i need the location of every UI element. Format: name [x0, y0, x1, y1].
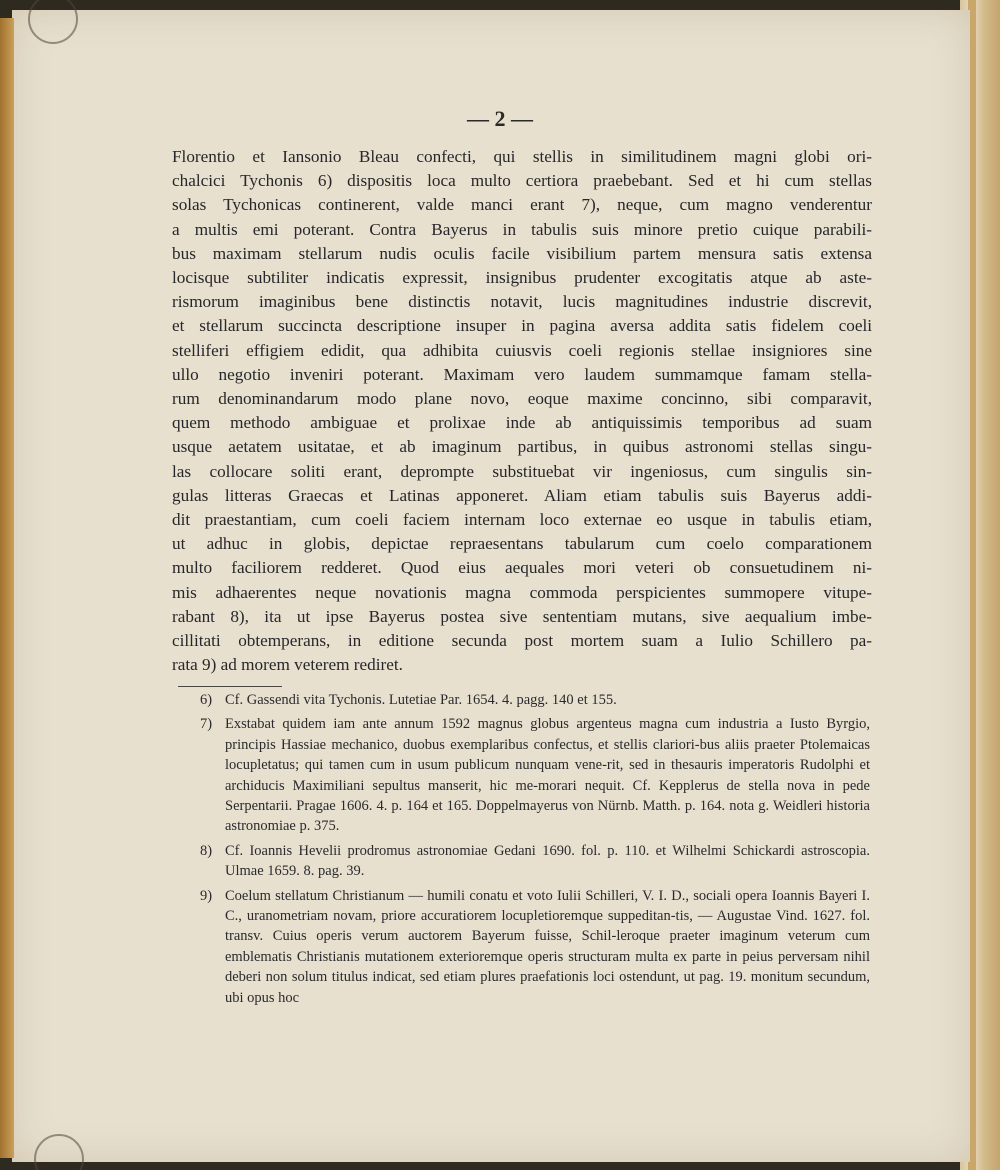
binding-strip: [0, 18, 14, 1158]
text-line: usque aetatem usitatae, et ab imaginum partibus, in quibus astronomi stellas singu-: [172, 437, 872, 457]
text-line: mis adhaerentes neque novationis magna commoda perspicientes summopere vitupe-: [172, 582, 872, 602]
footnotes: [200, 690, 870, 1012]
text-line: multo faciliorem redderet. Quod eius aequales mori veteri ob consuetudinem ni-: [172, 558, 872, 578]
main-text: [172, 145, 872, 677]
page-number: — 2 —: [467, 106, 533, 131]
text-line: solas Tychonicas continerent, valde manci erant 7), neque, cum magno venderentur: [172, 195, 872, 215]
text-line: las collocare soliti erant, deprompte substituebat vir ingeniosus, cum singulis sin-: [172, 461, 872, 481]
text-line: rismorum imaginibus bene distinctis notavit, lucis magnitudines industrie discrevit,: [172, 292, 872, 312]
text-line: Florentio et Iansonio Bleau confecti, qui stellis in similitudinem magni globi ori-: [172, 147, 872, 166]
footnote: [200, 886, 870, 1008]
text-line: rabant 8), ita ut ipse Bayerus postea sive sententiam mutans, sive aequalium imbe-: [172, 606, 872, 626]
footnote-text: Exstabat quidem iam ante annum 1592 magnus globus argenteus magna cum industria a Iusto Byrgio, principis Hassiae mechanico, duobus exemplaribus confectus, et stellis clariori-bus aliis praeter Ptolemaicas locupletatus; qui tamen cum in usum publicum nunquam vene-rit, sed in thesauris imperatoris Rudolphi et archiducis Maximiliani sepultus manserit, hic me-morari nequit. Cf. Kepplerus de stella nova in pede Serpentarii. Pragae 1606. 4. p. 164 et 165. Doppelmayerus von Nürnb. Matth. p. 164. nota g. Weidleri historia astronomiae p. 375.: [225, 716, 870, 835]
text-line: rum denominandarum modo plane novo, eoque maxime concinno, sibi comparavit,: [172, 389, 872, 409]
footnote-text: Cf. Ioannis Hevelii prodromus astronomiae Gedani 1690. fol. p. 110. et Wilhelmi Schickardi astroscopia. Ulmae 1659. 8. pag. 39.: [225, 842, 870, 880]
footnote-rule: [178, 686, 282, 687]
footnote-number: 7): [200, 716, 213, 733]
text-line: cillitati obtemperans, in editione secunda post mortem suam a Iulio Schillero pa-: [172, 631, 872, 651]
text-line: dit praestantiam, cum coeli faciem internam loco externae eo usque in tabulis etiam,: [172, 510, 872, 530]
text-line: quem methodo ambiguae et prolixae inde ab antiquissimis temporibus ad suam: [172, 413, 872, 433]
text-line: ut adhuc in globis, depictae repraesentans tabularum cum coelo comparationem: [172, 534, 872, 554]
footnote: [200, 690, 870, 710]
text-line: locisque subtiliter indicatis expressit, insignibus prudenter excogitatis atque ab aste-: [172, 268, 872, 288]
footnote: [200, 714, 870, 836]
text-line: gulas litteras Graecas et Latinas apponeret. Aliam etiam tabulis suis Bayerus addi-: [172, 485, 872, 505]
text-line: a multis emi poterant. Contra Bayerus in tabulis suis minore pretio cuique parabili-: [172, 219, 872, 239]
footnote-number: 8): [200, 842, 213, 859]
footnote-number: 6): [200, 692, 213, 708]
footnote-text: Coelum stellatum Christianum — humili conatu et voto Iulii Schilleri, V. I. D., sociali opera Ioannis Bayeri I. C., uranometriam novam, priore accuratiorem locupletioremque suppeditan-tis, — Augustae Vind. 1627. fol. transv. Cuius operis verum auctorem Bayerum fuisse, Schil-leroque praeter imaginum veterum cum emblematis Christianis mutationem exterioremque operis structuram multa ex parte in peius perversam nihil deberi non solum titulus indicat, sed etiam plures praefationis loci ostendunt, ut pag. 19. monitum secundum, ubi opus hoc: [225, 887, 870, 1006]
text-line: rata 9) ad morem veterem rediret.: [172, 655, 403, 675]
footnote: [200, 841, 870, 882]
text-line: ullo negotio inveniri poterant. Maximam vero laudem summamque famam stella-: [172, 364, 872, 384]
text-line: stelliferi effigiem edidit, qua adhibita cuiusvis coeli regionis stellae insigniores sine: [172, 340, 872, 360]
text-line: bus maximam stellarum nudis oculis facile visibilium partem mensura satis extensa: [172, 243, 872, 263]
footnote-text: Cf. Gassendi vita Tychonis. Lutetiae Par. 1654. 4. pagg. 140 et 155.: [225, 692, 617, 708]
text-line: chalcici Tychonis 6) dispositis loca multo certiora praebebant. Sed et hi cum stellas: [172, 171, 872, 191]
text-line: et stellarum succincta descriptione insuper in pagina aversa addita satis fidelem coeli: [172, 316, 872, 336]
footnote-number: 9): [200, 887, 213, 904]
